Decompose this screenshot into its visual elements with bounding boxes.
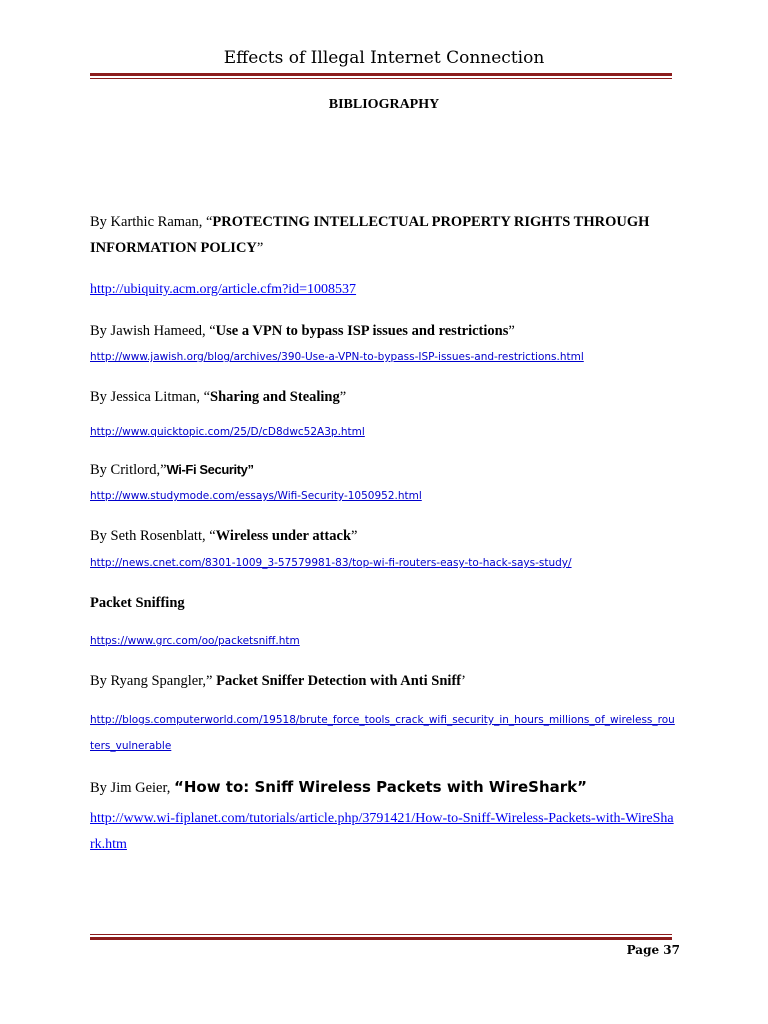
page-number: Page 37 bbox=[626, 943, 680, 957]
entry-title: Sharing and Stealing bbox=[210, 389, 340, 405]
entry-title: Packet Sniffer Detection with Anti Sniff bbox=[216, 673, 462, 689]
section-heading: BIBLIOGRAPHY bbox=[328, 97, 440, 112]
entry-title: Wi-Fi Security” bbox=[166, 462, 254, 477]
running-header: Effects of Illegal Internet Connection bbox=[223, 48, 545, 68]
entry-link[interactable]: http://blogs.computerworld.com/19518/brute_force_tools_crack_wifi_security_in_hours_millions_of_wireless_routers_vulnerable bbox=[90, 714, 675, 752]
entry-author: By Jawish Hameed, “ bbox=[90, 323, 216, 339]
bib-entry-1 bbox=[90, 209, 690, 261]
entry-author: By Ryang Spangler,” bbox=[90, 673, 217, 689]
entry-author: By Seth Rosenblatt, “ bbox=[90, 528, 216, 544]
bib-entry-3 bbox=[90, 384, 690, 410]
entry-link[interactable]: https://www.grc.com/oo/packetsniff.htm bbox=[90, 635, 300, 647]
entry-author: By Critlord,” bbox=[90, 462, 167, 478]
entry-link[interactable]: http://ubiquity.acm.org/article.cfm?id=1008537 bbox=[90, 282, 357, 297]
entry-link[interactable]: http://www.jawish.org/blog/archives/390-Use-a-VPN-to-bypass-ISP-issues-and-restrictions.html bbox=[90, 351, 584, 363]
entry-quote-close: ” bbox=[351, 528, 358, 544]
bib-entry-7 bbox=[90, 668, 690, 694]
entry-quote-close: ” bbox=[256, 240, 264, 256]
footer-rule-thin bbox=[90, 934, 672, 935]
entry-author: By Jim Geier, bbox=[90, 780, 174, 796]
entry-quote-close: ” bbox=[339, 389, 347, 405]
entry-quote-close: ’ bbox=[461, 673, 466, 689]
entry-title: PROTECTING INTELLECTUAL PROPERTY RIGHTS THROUGH INFORMATION POLICY bbox=[90, 214, 650, 256]
entry-quote-close: ” bbox=[508, 323, 515, 339]
entry-title: Wireless under attack bbox=[215, 528, 352, 544]
entry-title: Use a VPN to bypass ISP issues and restrictions bbox=[215, 323, 509, 339]
entry-link[interactable]: http://news.cnet.com/8301-1009_3-57579981-83/top-wi-fi-routers-easy-to-hack-says-study/ bbox=[90, 557, 572, 569]
entry-title: Packet Sniffing bbox=[90, 595, 185, 611]
bib-entry-8 bbox=[90, 774, 690, 801]
entry-link[interactable]: http://www.quicktopic.com/25/D/cD8dwc52A3p.html bbox=[90, 426, 365, 438]
bib-entry-6 bbox=[90, 590, 690, 616]
entry-link[interactable]: http://www.wi-fiplanet.com/tutorials/article.php/3791421/How-to-Sniff-Wireless-Packets-with-WireShark.htm bbox=[90, 811, 674, 852]
entry-author: By Karthic Raman, “ bbox=[90, 214, 213, 230]
header-rule-thin bbox=[90, 78, 672, 79]
entry-author: By Jessica Litman, “ bbox=[90, 389, 211, 405]
entry-title: “How to: Sniff Wireless Packets with WireShark” bbox=[174, 778, 587, 796]
bib-entry-5 bbox=[90, 523, 690, 549]
footer-rule bbox=[90, 937, 672, 940]
bib-entry-2 bbox=[90, 318, 690, 344]
header-rule bbox=[90, 73, 672, 76]
bib-entry-4 bbox=[90, 457, 690, 483]
entry-link[interactable]: http://www.studymode.com/essays/Wifi-Security-1050952.html bbox=[90, 490, 422, 502]
